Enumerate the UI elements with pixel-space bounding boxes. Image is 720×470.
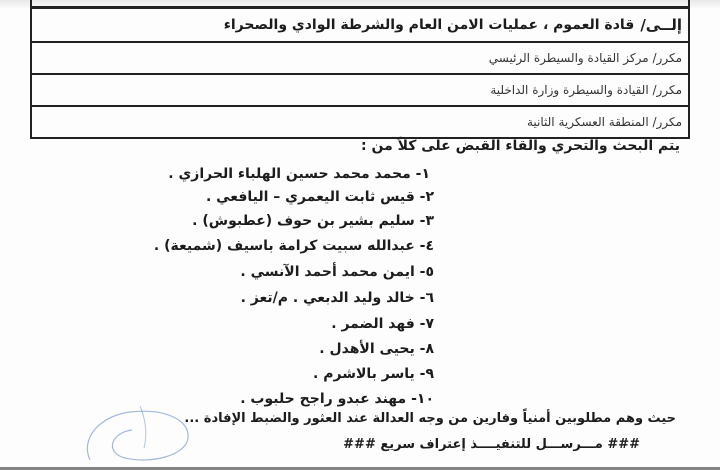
list-item: ٩- ياسر بالاشرم . xyxy=(313,366,434,382)
list-item: ٨- يحيى الأهدل . xyxy=(319,341,434,357)
cc-row xyxy=(32,105,688,137)
list-item: ٧- فهد الضمر . xyxy=(331,316,434,332)
list-item: ٢- قيس ثابت اليعمري – اليافعي . xyxy=(205,189,434,205)
cc-text: مكرر/ المنطقة العسكرية الثانية xyxy=(526,115,682,129)
to-label: إلــى/ xyxy=(640,16,682,34)
footer-line: ### مـــرســـل للتنفيــــذ إعتراف سريع ### xyxy=(343,437,640,452)
stamp-scribble xyxy=(70,398,220,470)
list-item: ٤- عبدالله سبيت كرامة باسيف (شميعة) . xyxy=(153,238,434,254)
cc-row xyxy=(32,73,688,105)
list-item: ١- محمد محمد حسين الهلباء الحرازي . xyxy=(168,166,430,182)
cc-text: مكرر/ مركز القيادة والسيطرة الرئيسي xyxy=(488,51,682,65)
list-item: ٥- ايمن محمد أحمد الآنسي . xyxy=(240,264,434,280)
closing-line: حيث وهم مطلوبين أمنياً وفارين من وجه العدالة عند العثور والضبط الإفادة ... xyxy=(184,411,676,426)
list-item: ٦- خالد وليد الدبعي . م/تعز . xyxy=(240,290,434,306)
cc-row xyxy=(32,41,688,73)
list-item: ١٠- مهند عبدو راجح حلبوب . xyxy=(240,391,434,407)
address-table xyxy=(30,7,690,139)
to-value: قادة العموم ، عمليات الامن العام والشرطة الوادي والصحراء xyxy=(223,17,635,33)
cc-text: مكرر/ القيادة والسيطرة وزارة الداخلية xyxy=(490,83,682,97)
list-item: ٣- سليم بشير بن حوف (عطبوش) . xyxy=(192,213,434,229)
intro-line: يتم البحث والتحري والقاء القبض على كلاً من : xyxy=(361,138,680,154)
to-row xyxy=(32,7,688,41)
